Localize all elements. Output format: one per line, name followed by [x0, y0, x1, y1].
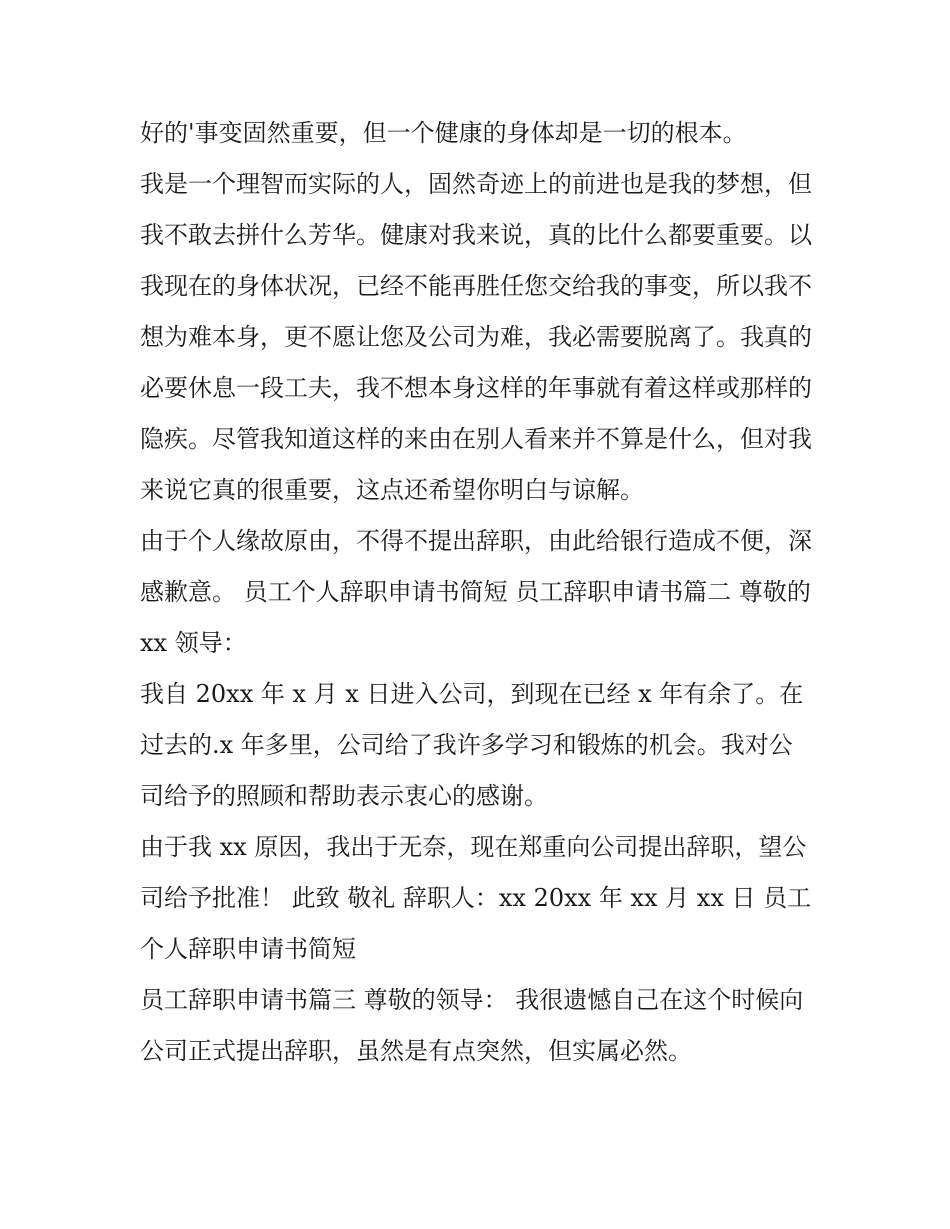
- document-body: [140, 108, 815, 1077]
- paragraph-6: 员工辞职申请书篇三 尊敬的领导： 我很遗憾自己在这个时候向公司正式提出辞职，虽然是有点突然，但实属必然。: [140, 986, 804, 1065]
- paragraph-4: 我自 20xx 年 x 月 x 日进入公司，到现在已经 x 年有余了。在过去的.x 年多里，公司给了我许多学习和锻炼的机会。我对公司给予的照顾和帮助表示衷心的感谢。: [140, 680, 804, 810]
- paragraph-2: 我是一个理智而实际的人，固然奇迹上的前进也是我的梦想，但我不敢去拼什么芳华。健康对我来说，真的比什么都要重要。以我现在的身体状况，已经不能再胜任您交给我的事变，所以我不想为难本身，更不愿让您及公司为难，我必需要脱离了。我真的必要休息一段工夫，我不想本身这样的年事就有着这样或那样的隐疾。尽管我知道这样的来由在别人看来并不算是什么，但对我来说它真的很重要，这点还希望你明白与谅解。: [140, 170, 812, 504]
- paragraph-1: 好的'事变固然重要，但一个健康的身体却是一切的根本。: [140, 119, 747, 147]
- paragraph-3: 由于个人缘故原由，不得不提出辞职，由此给银行造成不便，深感歉意。 员工个人辞职申请书简短 员工辞职申请书篇二 尊敬的 xx 领导：: [140, 527, 812, 657]
- paragraph-5: 由于我 xx 原因，我出于无奈，现在郑重向公司提出辞职，望公司给予批准！ 此致 敬礼 辞职人：xx 20xx 年 xx 月 xx 日 员工个人辞职申请书简短: [140, 833, 812, 963]
